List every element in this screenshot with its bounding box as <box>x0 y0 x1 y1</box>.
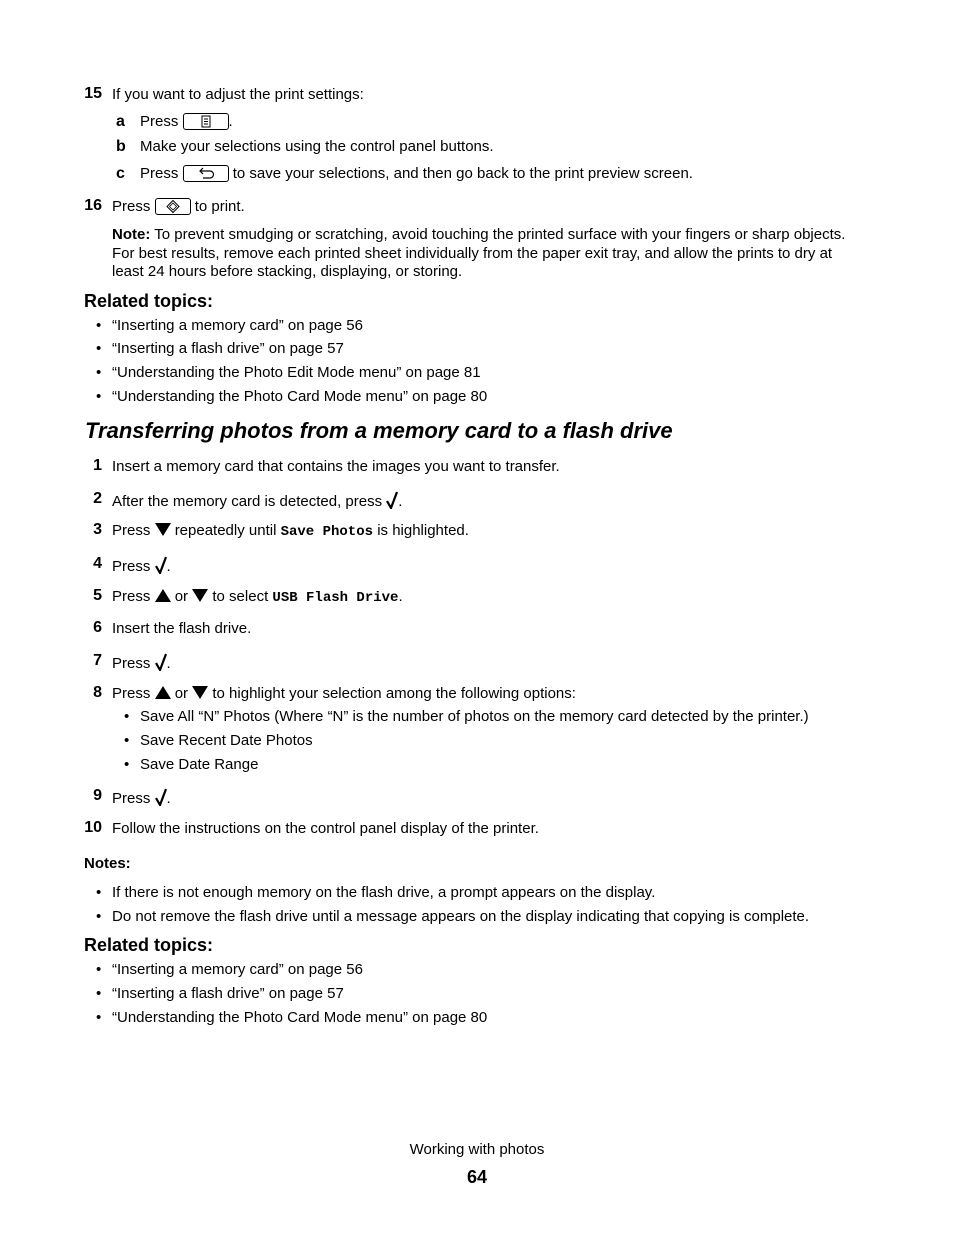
step-rest: After the memory card is detected, press <box>112 493 383 510</box>
page-number: 64 <box>466 1167 488 1187</box>
start-diamond-icon <box>156 199 190 214</box>
menu-glyph-icon <box>184 114 228 129</box>
punctuation: . <box>398 588 403 605</box>
bullet-icon: • <box>124 756 130 773</box>
step-number: 15 <box>84 85 102 102</box>
related-topics-heading: Related topics: <box>84 935 214 955</box>
press-text: Press <box>112 558 151 575</box>
step-text <box>112 491 402 511</box>
substep-label: c <box>116 165 125 182</box>
press-text: Press <box>112 588 151 605</box>
related-link[interactable]: “Understanding the Photo Card Mode menu” on page 80 <box>112 388 488 405</box>
step-text <box>112 198 245 216</box>
step-rest: to print. <box>194 198 245 215</box>
step-number: 10 <box>84 819 102 836</box>
step-number: 3 <box>93 521 102 538</box>
related-link[interactable]: “Inserting a memory card” on page 56 <box>112 317 363 334</box>
down-arrow-icon <box>192 589 208 602</box>
step-text: Follow the instructions on the control panel display of the printer. <box>112 820 539 837</box>
step-text <box>112 653 171 673</box>
step-text <box>112 788 171 808</box>
bullet-icon: • <box>96 985 102 1002</box>
check-icon <box>155 788 167 806</box>
substep-text <box>140 165 693 183</box>
down-arrow-icon <box>155 523 171 536</box>
note-paragraph <box>112 226 892 282</box>
menu-option-code: Save Photos <box>280 524 374 540</box>
bullet-icon: • <box>96 1009 102 1026</box>
bullet-icon: • <box>96 388 102 405</box>
step-rest: repeatedly until <box>174 522 277 539</box>
step-number: 1 <box>93 457 102 474</box>
note-label: Note: <box>112 226 151 243</box>
or-text: or <box>174 588 189 605</box>
step-number: 2 <box>93 490 102 507</box>
bullet-icon: • <box>96 317 102 334</box>
step-number: 8 <box>93 684 102 701</box>
note-item: If there is not enough memory on the flash drive, a prompt appears on the display. <box>112 884 656 901</box>
note-line: To prevent smudging or scratching, avoid touching the printed surface with your fingers or sharp objects. <box>154 226 846 243</box>
section-title: Transferring photos from a memory card to a flash drive <box>85 418 673 443</box>
note-line: least 24 hours before stacking, displaying, or storing. <box>112 263 463 280</box>
start-button-icon <box>155 198 191 215</box>
related-link[interactable]: “Inserting a memory card” on page 56 <box>112 961 363 978</box>
punctuation: . <box>166 558 171 575</box>
punctuation: . <box>228 113 233 130</box>
note-line: For best results, remove each printed sheet individually from the paper exit tray, and allow the prints to dry at <box>112 244 833 262</box>
punctuation: . <box>398 493 403 510</box>
check-icon <box>155 653 167 671</box>
press-text: Press <box>112 655 151 672</box>
bullet-icon: • <box>124 708 130 725</box>
bullet-icon: • <box>96 908 102 925</box>
step-text <box>112 556 171 576</box>
bullet-icon: • <box>96 340 102 357</box>
step-rest: to select <box>212 588 269 605</box>
related-link[interactable]: “Understanding the Photo Card Mode menu” on page 80 <box>112 1009 488 1026</box>
step-number: 6 <box>93 619 102 636</box>
step-number: 7 <box>93 652 102 669</box>
bullet-icon: • <box>96 884 102 901</box>
check-icon <box>155 556 167 574</box>
footer-section-name: Working with photos <box>409 1141 545 1158</box>
press-text: Press <box>140 165 179 182</box>
back-arrow-icon <box>184 166 228 181</box>
related-topics-heading: Related topics: <box>84 291 214 311</box>
step-number: 5 <box>93 587 102 604</box>
bullet-icon: • <box>124 732 130 749</box>
press-text: Press <box>112 685 151 702</box>
up-arrow-icon <box>155 589 171 602</box>
step-rest: to highlight your selection among the following options: <box>212 685 576 702</box>
up-arrow-icon <box>155 686 171 699</box>
menu-option-code: USB Flash Drive <box>272 590 399 606</box>
substep-text <box>140 113 233 131</box>
option-item: Save Date Range <box>140 756 259 773</box>
down-arrow-icon <box>192 686 208 699</box>
substep-rest: to save your selections, and then go back to the print preview screen. <box>232 165 693 182</box>
bullet-icon: • <box>96 364 102 381</box>
option-item: Save All “N” Photos (Where “N” is the number of photos on the memory card detected by the printer.) <box>140 708 809 725</box>
step-text <box>112 588 403 607</box>
menu-button-icon <box>183 113 229 130</box>
substep-label: b <box>116 138 126 155</box>
note-item: Do not remove the flash drive until a message appears on the display indicating that copying is complete. <box>112 908 810 925</box>
check-icon <box>386 491 398 509</box>
punctuation: . <box>166 790 171 807</box>
press-text: Press <box>112 790 151 807</box>
step-text <box>112 685 576 703</box>
step-number: 16 <box>84 197 102 214</box>
substep-text: Make your selections using the control panel buttons. <box>140 138 494 155</box>
press-text: Press <box>112 198 151 215</box>
press-text: Press <box>140 113 179 130</box>
step-text: Insert a memory card that contains the images you want to transfer. <box>112 458 560 475</box>
step-rest: is highlighted. <box>377 522 469 539</box>
or-text: or <box>174 685 189 702</box>
option-item: Save Recent Date Photos <box>140 732 313 749</box>
related-link[interactable]: “Understanding the Photo Edit Mode menu” on page 81 <box>112 364 481 381</box>
step-text: If you want to adjust the print settings: <box>112 86 364 103</box>
bullet-icon: • <box>96 961 102 978</box>
related-link[interactable]: “Inserting a flash drive” on page 57 <box>112 985 344 1002</box>
notes-heading: Notes: <box>84 855 131 872</box>
punctuation: . <box>166 655 171 672</box>
related-link[interactable]: “Inserting a flash drive” on page 57 <box>112 340 344 357</box>
back-button-icon <box>183 165 229 182</box>
step-text: Insert the flash drive. <box>112 620 252 637</box>
step-number: 9 <box>93 787 102 804</box>
substep-label: a <box>116 113 125 130</box>
press-text: Press <box>112 522 151 539</box>
step-number: 4 <box>93 555 102 572</box>
step-text <box>112 522 469 541</box>
